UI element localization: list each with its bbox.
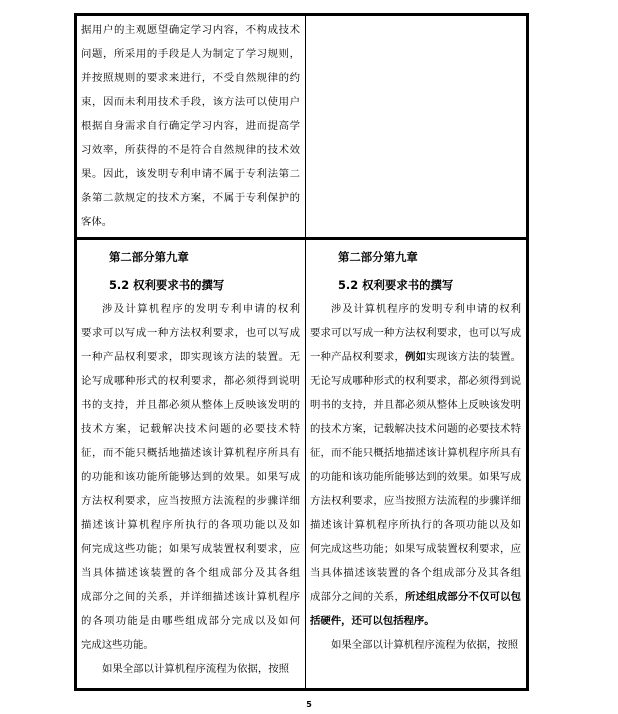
text-line: 的各项功能是由哪些组成部分完成以及如何: [81, 615, 300, 627]
text-fragment: 一种产品权利要求，: [310, 351, 406, 363]
page-number: 5: [306, 700, 312, 709]
text-line: 描述该计算机程序所执行的各项功能以及如: [81, 519, 300, 531]
revised-text-cell: [306, 240, 526, 688]
previous-text-cell: [77, 16, 305, 237]
text-line: 问题，所采用的手段是人为制定了学习规则，: [81, 48, 300, 60]
text-line: [310, 345, 521, 369]
text-line: 论写成哪种形式的权利要求，都必须得到说明: [81, 375, 300, 387]
text-line: 根据自身需求自行确定学习内容，进而提高学: [81, 120, 300, 132]
comparison-table: [74, 13, 529, 691]
text-line: 何完成这些功能；如果写成装置权利要求，应: [81, 543, 300, 555]
text-line: 据用户的主观愿望确定学习内容，不构成技术: [81, 24, 300, 36]
inserted-text: 括硬件，还可以包括程序。: [310, 615, 435, 627]
text-line: 条第二款规定的技术方案，不属于专利保护的: [81, 192, 300, 204]
section-heading: 5.2 权利要求书的撰写: [338, 278, 454, 292]
text-line: 如果全部以计算机程序流程为依据，按照: [102, 663, 290, 675]
text-line: 何完成这些功能；如果写成装置权利要求，应: [310, 543, 521, 555]
text-line: 当具体描述该装置的各个组成部分及其各组: [81, 567, 300, 579]
text-line: 的功能和该功能所能够达到的效果。如果写成: [81, 471, 300, 483]
text-line: 并按照规则的要求来进行，不受自然规律的约: [81, 72, 300, 84]
text-line: [310, 585, 521, 609]
text-line: 明书的支持，并且都必须从整体上反映该发明: [310, 399, 521, 411]
text-line: 征，而不能只概括地描述该计算机程序所具有: [310, 447, 521, 459]
text-line: 要求可以写成一种方法权利要求，也可以写成: [310, 327, 521, 339]
inserted-text: 例如: [405, 351, 427, 363]
inserted-text: 所述组成部分不仅可以包: [405, 591, 521, 603]
text-line: 方法权利要求，应当按照方法流程的步骤详细: [81, 495, 300, 507]
text-line: 征，而不能只概括地描述该计算机程序所具有: [81, 447, 300, 459]
original-text-cell: [77, 240, 305, 688]
text-line: 技术方案，记载解决技术问题的必要技术特: [81, 423, 300, 435]
text-line: 要求可以写成一种方法权利要求，也可以写成: [81, 327, 300, 339]
text-line: 成部分之间的关系，并详细描述该计算机程序: [81, 591, 300, 603]
text-line: 当具体描述该装置的各个组成部分及其各组: [310, 567, 521, 579]
chapter-heading: 第二部分第九章: [338, 250, 418, 264]
section-heading: 5.2 权利要求书的撰写: [109, 278, 225, 292]
text-line: 习效率，所获得的不是符合自然规律的技术效: [81, 144, 300, 156]
text-line: 的功能和该功能所能够达到的效果。如果写成: [310, 471, 521, 483]
text-line: 的技术方案，记载解决技术问题的必要技术特: [310, 423, 521, 435]
text-line: 书的支持，并且都必须从整体上反映该发明的: [81, 399, 300, 411]
text-line: 方法权利要求，应当按照方法流程的步骤详细: [310, 495, 521, 507]
text-line: 无论写成哪种形式的权利要求，都必须得到说: [310, 375, 521, 387]
text-line: 一种产品权利要求，即实现该方法的装置。无: [81, 351, 300, 363]
text-fragment: 实现该方法的装置。: [426, 351, 521, 363]
text-line: 涉及计算机程序的发明专利申请的权利: [331, 303, 521, 315]
text-line: 涉及计算机程序的发明专利申请的权利: [102, 303, 300, 315]
text-line: 如果全部以计算机程序流程为依据，按照: [331, 639, 519, 651]
text-line: 客体。: [81, 216, 113, 228]
text-line: 果。因此，该发明专利申请不属于专利法第二: [81, 168, 300, 180]
text-line: 完成这些功能。: [81, 639, 154, 651]
text-line: 束，因而未利用技术手段，该方法可以使用户: [81, 96, 300, 108]
text-line: 描述该计算机程序所执行的各项功能以及如: [310, 519, 521, 531]
text-fragment: 成部分之间的关系，: [310, 591, 406, 603]
text-line: [310, 609, 521, 633]
chapter-heading: 第二部分第九章: [109, 250, 189, 264]
